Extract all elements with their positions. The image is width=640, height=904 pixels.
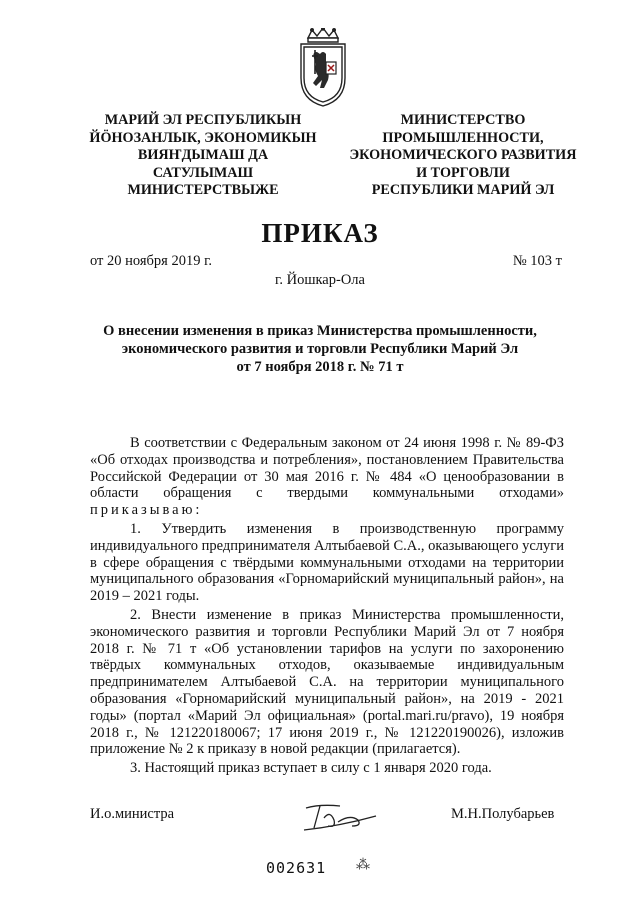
asterisk-mark-icon: ⁂	[356, 858, 370, 873]
header-left-line: МАРИЙ ЭЛ РЕСПУБЛИКЫН	[104, 112, 302, 128]
handwritten-signature	[300, 800, 380, 834]
header-right-line: И ТОРГОВЛИ	[416, 164, 510, 181]
serial-number: 002631	[266, 859, 327, 877]
header-left-line: ВИЯҤДЫМАШ ДА	[137, 147, 269, 163]
subject-line: от 7 ноября 2018 г. № 71 т	[236, 359, 404, 375]
document-subject	[60, 322, 580, 376]
order-word: приказываю:	[90, 502, 203, 519]
header-mari-ministry-name	[78, 112, 328, 200]
header-russian-ministry-name	[338, 112, 588, 200]
item-2-paragraph: 2. Внести изменение в приказ Министерства промышленности, экономического развития и торговли Республики Марий Эл от 7 ноября 2018 г. № 71 т «Об установлении тарифов на услуги по захоронению твёрдых коммунальных отходов, оказываемые индивидуальным предпринимателем Алтыбаевой С.А. на территории муниципального образования «Горномарийский муниципальный район», на 2019 - 2021 годы» (портал «Марий Эл официальная» (portal.mari.ru/pravo), 19 ноября 2018 г., № 121220180067; 17 июня 2019 г., № 121220190026), изложив приложение № 2 к приказу в новой редакции (прилагается).	[90, 606, 564, 758]
document-date: от 20 ноября 2019 г.	[90, 253, 213, 269]
header-left-line: МИНИСТЕРСТВЫЖЕ	[127, 182, 279, 198]
header-right-line: ЭКОНОМИЧЕСКОГО РАЗВИТИЯ	[349, 147, 577, 163]
document-city: г. Йошкар-Ола	[275, 272, 365, 288]
document-number: № 103 т	[512, 253, 562, 269]
subject-line: экономического развития и торговли Республики Марий Эл	[121, 341, 519, 357]
intro-text: В соответствии с Федеральным законом от 24 июня 1998 г. № 89-ФЗ «Об отходах производства и потребления», постановлением Правительства Российской Федерации от 30 мая 2016 г. № 484 «О ценообразовании в области обращения с твердыми коммунальными отходами»	[90, 435, 564, 502]
item-1-paragraph: 1. Утвердить изменения в производственную программу индивидуального предпринимателя Алтыбаевой С.А., оказывающего услуги в сфере обращения с твёрдыми коммунальными отходами на территории муниципального образования «Горномарийский муниципальный район», на 2019 – 2021 годы.	[90, 520, 564, 605]
header-right-line: ПРОМЫШЛЕННОСТИ,	[382, 129, 544, 146]
intro-paragraph	[90, 435, 564, 519]
header-left-line: САТУЛЫМАШ	[152, 164, 254, 181]
coat-of-arms-emblem	[296, 28, 350, 108]
document-title: ПРИКАЗ	[261, 218, 379, 248]
header-right-line: РЕСПУБЛИКИ МАРИЙ ЭЛ	[371, 182, 555, 198]
signatory-name: М.Н.Полубарьев	[451, 806, 555, 822]
subject-line: О внесении изменения в приказ Министерства промышленности,	[103, 323, 537, 339]
signatory-role: И.о.министра	[90, 806, 175, 822]
header-right-line: МИНИСТЕРСТВО	[400, 112, 526, 128]
document-body	[90, 435, 564, 779]
header-left-line: ЙӦНОЗАНЛЫК, ЭКОНОМИКЫН	[89, 129, 317, 146]
item-3-paragraph: 3. Настоящий приказ вступает в силу с 1 января 2020 года.	[130, 760, 492, 777]
